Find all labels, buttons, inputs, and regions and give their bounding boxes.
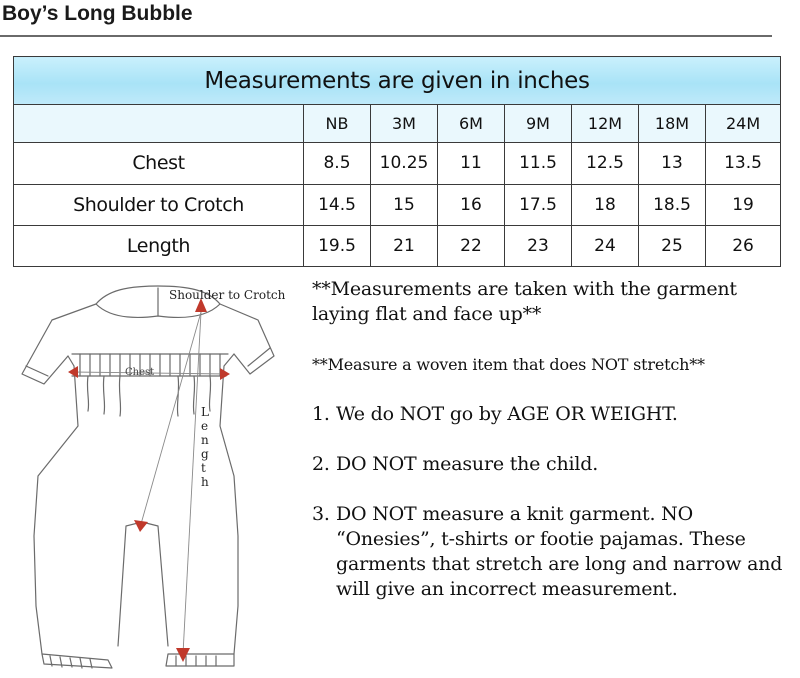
- table-cell: 19.5: [304, 225, 371, 266]
- table-cell: 15: [371, 184, 438, 225]
- table-cell: 14.5: [304, 184, 371, 225]
- length-label: [201, 405, 209, 489]
- table-cell: 24: [572, 225, 639, 266]
- note-laying-flat: **Measurements are taken with the garment laying flat and face up**: [312, 278, 737, 325]
- list-item: [312, 502, 790, 602]
- length-letter: L: [201, 405, 209, 419]
- list-item: [312, 402, 790, 427]
- length-line: [183, 312, 201, 654]
- shoulder-to-crotch-label: Shoulder to Crotch: [169, 288, 286, 302]
- size-header: NB: [304, 105, 371, 143]
- table-cell: 25: [639, 225, 706, 266]
- hem-marker: [176, 648, 190, 662]
- table-cell: 26: [706, 225, 781, 266]
- row-label: Chest: [14, 143, 304, 184]
- length-letter: g: [201, 447, 209, 461]
- inseam-outline: [118, 522, 168, 646]
- length-letter: h: [201, 475, 209, 489]
- table-row-shoulder-to-crotch: [14, 184, 781, 225]
- chest-label: Chest: [125, 367, 155, 378]
- rules-list: [312, 402, 790, 602]
- table-cell: 12.5: [572, 143, 639, 184]
- table-banner: Measurements are given in inches: [14, 57, 781, 105]
- length-letter: t: [201, 461, 206, 475]
- table-cell: 19: [706, 184, 781, 225]
- size-header: 3M: [371, 105, 438, 143]
- header-corner-cell: [14, 105, 304, 143]
- body-right-outline: [220, 354, 238, 654]
- crotch-marker: [134, 520, 148, 532]
- size-header-row: [14, 105, 781, 143]
- table-cell: 22: [438, 225, 505, 266]
- size-chart-table: [13, 56, 781, 267]
- length-letter: e: [201, 419, 209, 433]
- list-item-text: DO NOT measure the child.: [336, 453, 599, 475]
- size-header: 9M: [505, 105, 572, 143]
- title-divider: [0, 35, 772, 37]
- table-cell: 18.5: [639, 184, 706, 225]
- table-cell: 8.5: [304, 143, 371, 184]
- table-row-chest: [14, 143, 781, 184]
- table-cell: 23: [505, 225, 572, 266]
- table-cell: 11.5: [505, 143, 572, 184]
- table-cell: 10.25: [371, 143, 438, 184]
- table-cell: 17.5: [505, 184, 572, 225]
- row-label: Shoulder to Crotch: [14, 184, 304, 225]
- size-header: 24M: [706, 105, 781, 143]
- table-cell: 16: [438, 184, 505, 225]
- garment-diagram: [8, 276, 298, 676]
- table-cell: 13: [639, 143, 706, 184]
- table-cell: 18: [572, 184, 639, 225]
- shoulder-to-crotch-line: [141, 312, 201, 524]
- list-item-number: 1.: [312, 403, 330, 425]
- page-title: Boy’s Long Bubble: [2, 2, 193, 25]
- length-letter: n: [201, 433, 209, 447]
- list-item-text: DO NOT measure a knit garment. NO “Onesies”, t-shirts or footie pajamas. These garments that stretch are long and narrow and will give an incorrect measurement.: [336, 503, 783, 600]
- list-item: [312, 452, 790, 477]
- chest-right-marker: [220, 368, 230, 380]
- table-row-length: [14, 225, 781, 266]
- list-item-text: We do NOT go by AGE OR WEIGHT.: [336, 403, 678, 425]
- size-header: 12M: [572, 105, 639, 143]
- measurement-notes: [312, 277, 790, 627]
- size-header: 6M: [438, 105, 505, 143]
- table-cell: 21: [371, 225, 438, 266]
- row-label: Length: [14, 225, 304, 266]
- note-woven: **Measure a woven item that does NOT stretch**: [312, 355, 705, 374]
- table-cell: 11: [438, 143, 505, 184]
- list-item-number: 2.: [312, 453, 330, 475]
- size-header: 18M: [639, 105, 706, 143]
- table-cell: 13.5: [706, 143, 781, 184]
- body-left-outline: [34, 356, 78, 654]
- list-item-number: 3.: [312, 503, 330, 525]
- right-sleeve-outline: [220, 304, 274, 374]
